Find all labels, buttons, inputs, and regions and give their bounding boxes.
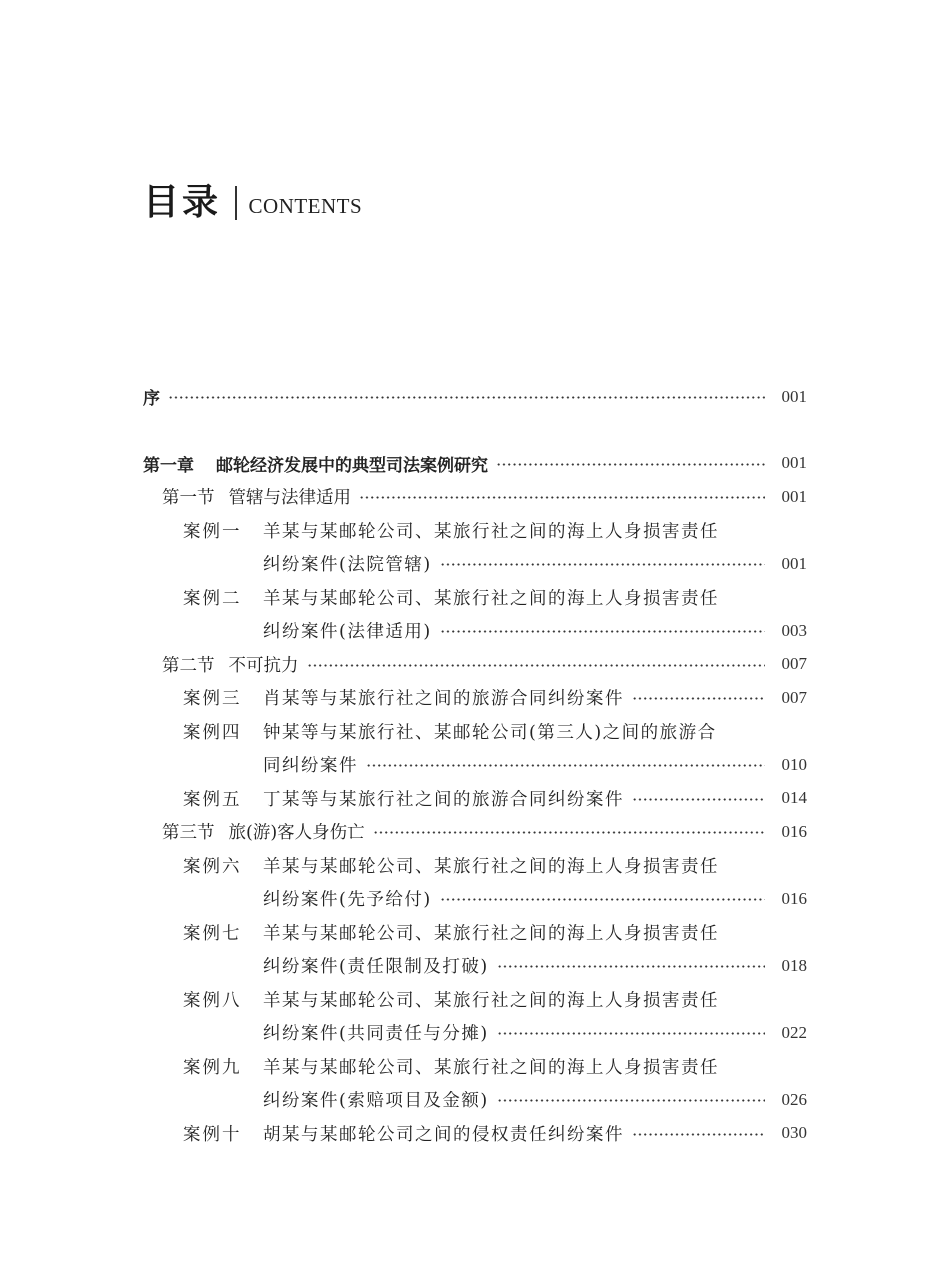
case-title-line1: 羊某与某邮轮公司、某旅行社之间的海上人身损害责任: [263, 1057, 719, 1078]
dot-leader: [366, 764, 765, 767]
preface-label: 序: [143, 389, 160, 410]
case-title-line2: 纠纷案件(先予给付): [263, 890, 432, 911]
table-of-contents: [143, 380, 807, 1150]
section-label: 第三节: [162, 823, 215, 844]
case-label: 案例二: [183, 588, 242, 609]
contents-heading: [143, 183, 362, 223]
page-number: 010: [781, 754, 807, 774]
dot-leader: [632, 1133, 765, 1136]
dot-leader: [497, 965, 765, 968]
case-label: 案例三: [183, 689, 242, 710]
dot-leader: [359, 496, 765, 499]
case-label: 案例九: [183, 1057, 242, 1078]
toc-entry-case-9[interactable]: [143, 1050, 807, 1084]
case-title-line1: 羊某与某邮轮公司、某旅行社之间的海上人身损害责任: [263, 588, 719, 609]
title-divider: [235, 186, 237, 220]
case-title-line2: 纠纷案件(法律适用): [263, 622, 432, 643]
toc-entry-section-3[interactable]: [143, 815, 807, 849]
title-chinese: 目录: [143, 182, 222, 223]
dot-leader: [168, 396, 765, 399]
toc-entry-case-8[interactable]: [143, 983, 807, 1017]
toc-entry-preface[interactable]: [143, 380, 807, 414]
case-title-line1: 羊某与某邮轮公司、某旅行社之间的海上人身损害责任: [263, 856, 719, 877]
toc-entry-case-7-cont[interactable]: [143, 949, 807, 983]
section-title: 旅(游)客人身伤亡: [228, 823, 365, 844]
title-english: CONTENTS: [248, 194, 363, 218]
page-number: 001: [781, 553, 807, 573]
case-label: 案例八: [183, 990, 242, 1011]
page-number: 001: [781, 453, 807, 473]
page-number: 016: [781, 821, 807, 841]
toc-entry-case-9-cont[interactable]: [143, 1083, 807, 1117]
case-label: 案例一: [183, 521, 242, 542]
case-title-line1: 羊某与某邮轮公司、某旅行社之间的海上人身损害责任: [263, 923, 719, 944]
case-title-line1: 胡某与某邮轮公司之间的侵权责任纠纷案件: [263, 1124, 624, 1145]
toc-entry-case-1-cont[interactable]: [143, 547, 807, 581]
page-number: 003: [781, 620, 807, 640]
page-number: 016: [781, 888, 807, 908]
page-number: 007: [781, 654, 807, 674]
section-label: 第二节: [162, 655, 215, 676]
dot-leader: [497, 1032, 765, 1035]
section-label: 第一节: [162, 488, 215, 509]
section-title: 管辖与法律适用: [228, 488, 351, 509]
case-title-line1: 丁某等与某旅行社之间的旅游合同纠纷案件: [263, 789, 624, 810]
toc-entry-section-1[interactable]: [143, 480, 807, 514]
case-title-line1: 羊某与某邮轮公司、某旅行社之间的海上人身损害责任: [263, 990, 719, 1011]
toc-entry-case-2[interactable]: [143, 581, 807, 615]
case-title-line2: 纠纷案件(共同责任与分摊): [263, 1024, 489, 1045]
toc-entry-case-1[interactable]: [143, 514, 807, 548]
dot-leader: [440, 898, 765, 901]
case-title-line2: 纠纷案件(法院管辖): [263, 555, 432, 576]
page-number: 001: [781, 486, 807, 506]
toc-entry-case-3[interactable]: [143, 681, 807, 715]
case-title-line1: 肖某等与某旅行社之间的旅游合同纠纷案件: [263, 689, 624, 710]
section-title: 不可抗力: [228, 655, 299, 676]
chapter-title: 邮轮经济发展中的典型司法案例研究: [216, 455, 488, 476]
toc-entry-case-2-cont[interactable]: [143, 614, 807, 648]
case-label: 案例六: [183, 856, 242, 877]
case-title-line2: 纠纷案件(索赔项目及金额): [263, 1091, 489, 1112]
page-number: 018: [781, 955, 807, 975]
case-label: 案例四: [183, 722, 242, 743]
page-number: 022: [781, 1022, 807, 1042]
case-label: 案例五: [183, 789, 242, 810]
dot-leader: [497, 1099, 765, 1102]
page-number: 026: [781, 1089, 807, 1109]
toc-entry-chapter-1[interactable]: [143, 447, 807, 481]
toc-entry-case-4-cont[interactable]: [143, 748, 807, 782]
case-title-line2: 同纠纷案件: [263, 756, 358, 777]
case-title-line1: 钟某等与某旅行社、某邮轮公司(第三人)之间的旅游合: [263, 722, 717, 743]
case-title-line2: 纠纷案件(责任限制及打破): [263, 957, 489, 978]
case-label: 案例十: [183, 1124, 242, 1145]
toc-entry-case-4[interactable]: [143, 715, 807, 749]
dot-leader: [632, 798, 765, 801]
dot-leader: [496, 463, 765, 466]
dot-leader: [440, 563, 765, 566]
page-number: 030: [781, 1123, 807, 1143]
toc-entry-case-8-cont[interactable]: [143, 1016, 807, 1050]
dot-leader: [373, 831, 765, 834]
page-number: 014: [781, 788, 807, 808]
case-title-line1: 羊某与某邮轮公司、某旅行社之间的海上人身损害责任: [263, 521, 719, 542]
toc-entry-section-2[interactable]: [143, 648, 807, 682]
page-number: 007: [781, 687, 807, 707]
page-number: 001: [781, 386, 807, 406]
toc-entry-case-6-cont[interactable]: [143, 882, 807, 916]
toc-entry-case-7[interactable]: [143, 916, 807, 950]
dot-leader: [440, 630, 765, 633]
dot-leader: [632, 697, 765, 700]
toc-entry-case-6[interactable]: [143, 849, 807, 883]
chapter-label: 第一章: [143, 455, 194, 476]
case-label: 案例七: [183, 923, 242, 944]
toc-entry-case-10[interactable]: [143, 1117, 807, 1151]
toc-entry-case-5[interactable]: [143, 782, 807, 816]
dot-leader: [307, 664, 766, 667]
